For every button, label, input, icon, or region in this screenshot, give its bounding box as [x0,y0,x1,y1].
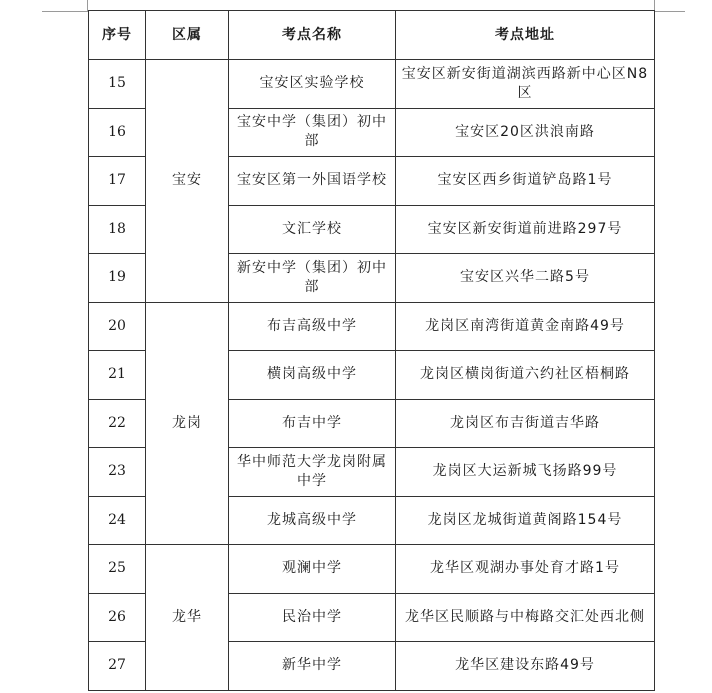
site-name: 新安中学（集团）初中部 [229,254,396,303]
site-name: 宝安中学（集团）初中部 [229,108,396,157]
row-index: 24 [89,496,146,545]
site-name: 宝安区实验学校 [229,60,396,109]
table-row [89,302,655,351]
site-address: 宝安区20区洪浪南路 [396,108,655,157]
row-index: 16 [89,108,146,157]
header-site-address: 考点地址 [396,11,655,60]
site-address: 龙岗区龙城街道黄阁路154号 [396,496,655,545]
row-index: 22 [89,399,146,448]
site-address: 宝安区西乡街道铲岛路1号 [396,157,655,206]
site-name: 横岗高级中学 [229,351,396,400]
table-row [89,545,655,594]
row-index: 19 [89,254,146,303]
site-address: 龙岗区大运新城飞扬路99号 [396,448,655,497]
table-header-row [89,11,655,60]
site-address: 龙华区民顺路与中梅路交汇处西北侧 [396,593,655,642]
district-cell-longgang: 龙岗 [146,302,229,545]
site-name: 新华中学 [229,642,396,691]
row-index: 23 [89,448,146,497]
row-index: 26 [89,593,146,642]
header-site-name: 考点名称 [229,11,396,60]
page-corner-mark-right [654,0,685,12]
site-name: 宝安区第一外国语学校 [229,157,396,206]
row-index: 20 [89,302,146,351]
site-name: 民治中学 [229,593,396,642]
exam-site-table [88,10,655,691]
row-index: 18 [89,205,146,254]
site-address: 龙华区建设东路49号 [396,642,655,691]
row-index: 17 [89,157,146,206]
site-address: 宝安区兴华二路5号 [396,254,655,303]
site-address: 宝安区新安街道前进路297号 [396,205,655,254]
site-address: 宝安区新安街道湖滨西路新中心区N8区 [396,60,655,109]
site-name: 文汇学校 [229,205,396,254]
site-name: 布吉中学 [229,399,396,448]
site-name: 华中师范大学龙岗附属中学 [229,448,396,497]
page-corner-mark-left [42,0,88,12]
row-index: 15 [89,60,146,109]
header-district: 区属 [146,11,229,60]
site-name: 观澜中学 [229,545,396,594]
row-index: 27 [89,642,146,691]
site-address: 龙岗区南湾街道黄金南路49号 [396,302,655,351]
site-address: 龙岗区横岗街道六约社区梧桐路 [396,351,655,400]
table-row [89,60,655,109]
header-index: 序号 [89,11,146,60]
site-name: 布吉高级中学 [229,302,396,351]
district-cell-baoan: 宝安 [146,60,229,303]
district-cell-longhua: 龙华 [146,545,229,691]
site-address: 龙岗区布吉街道吉华路 [396,399,655,448]
site-address: 龙华区观湖办事处育才路1号 [396,545,655,594]
row-index: 25 [89,545,146,594]
site-name: 龙城高级中学 [229,496,396,545]
row-index: 21 [89,351,146,400]
